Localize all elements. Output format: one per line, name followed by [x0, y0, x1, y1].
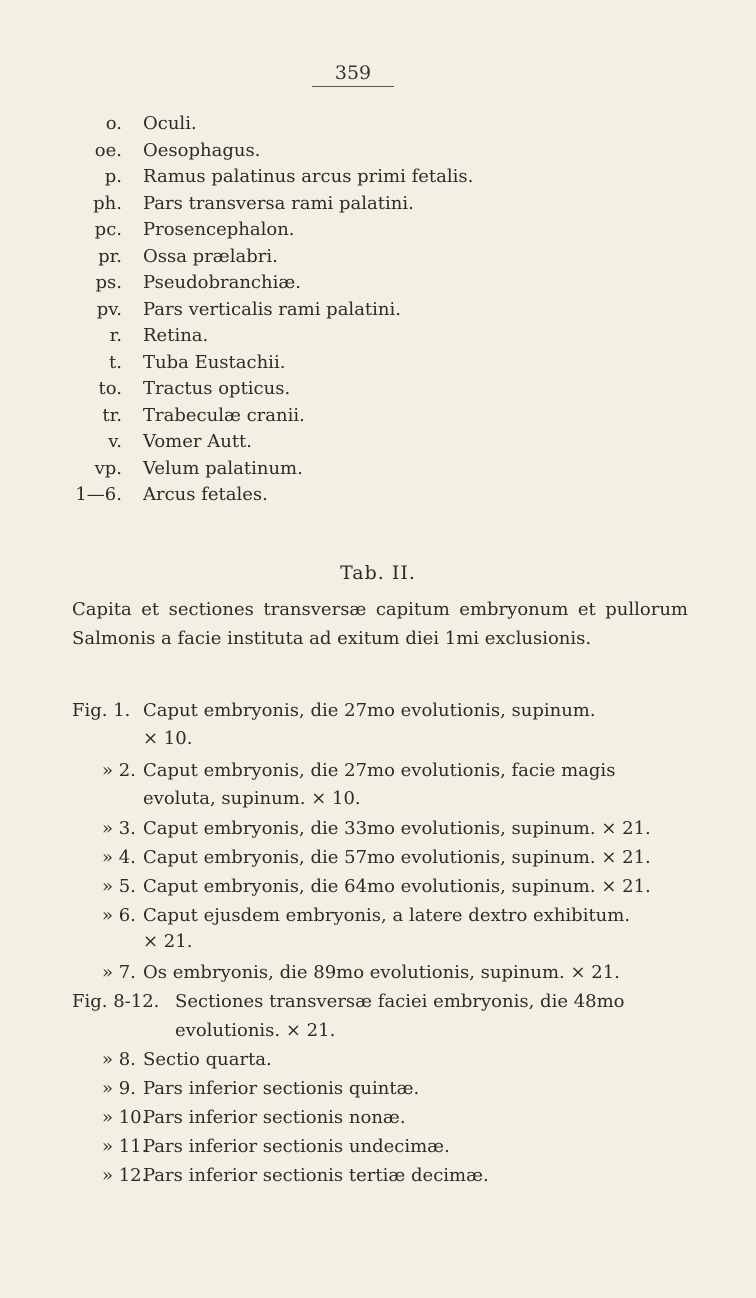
legend-abbr: vp. — [94, 457, 122, 479]
page-number: 359 — [312, 62, 394, 87]
figure-description-cont: × 21. — [143, 931, 193, 952]
figure-description: Sectiones transversæ faciei embryonis, die 48mo — [175, 991, 625, 1012]
figure-label: » 2. — [102, 760, 136, 781]
legend-desc: Pars verticalis rami palatini. — [143, 298, 401, 320]
legend-abbr: ph. — [93, 192, 122, 214]
legend-abbr: 1—6. — [75, 484, 122, 505]
figure-description: Sectio quarta. — [143, 1049, 272, 1070]
figure-description: Pars inferior sectionis tertiæ decimæ. — [143, 1165, 489, 1186]
figure-description: Os embryonis, die 89mo evolutionis, supinum. × 21. — [143, 962, 620, 983]
legend-desc: Retina. — [143, 325, 209, 346]
legend-abbr: o. — [105, 113, 122, 134]
legend-abbr: r. — [109, 325, 122, 346]
legend-desc: Trabeculæ cranii. — [143, 404, 305, 426]
figure-description: Caput embryonis, die 33mo evolutionis, supinum. × 21. — [143, 818, 651, 839]
figure-description: Caput embryonis, die 27mo evolutionis, facie magis — [143, 760, 616, 781]
figure-label: » 6. — [102, 905, 136, 926]
legend-abbr: tr. — [102, 404, 122, 426]
plate-title: Tab. II. — [340, 562, 416, 584]
legend-desc: Ossa prælabri. — [143, 245, 278, 267]
figure-label: » 8. — [102, 1049, 136, 1070]
figure-label: Fig. 8-12. — [72, 991, 160, 1012]
legend-abbr: pv. — [96, 298, 122, 320]
figure-label: » 9. — [102, 1078, 136, 1099]
figure-description-cont: evolutionis. × 21. — [175, 1020, 336, 1041]
legend-desc: Oesophagus. — [143, 139, 261, 161]
figure-label: » 4. — [102, 847, 136, 868]
legend-abbr: v. — [108, 431, 122, 452]
legend-abbr: ps. — [95, 272, 122, 293]
legend-abbr: pr. — [98, 245, 122, 267]
figure-description: Caput embryonis, die 27mo evolutionis, supinum. — [143, 700, 596, 721]
figure-description: Caput embryonis, die 57mo evolutionis, supinum. × 21. — [143, 847, 651, 868]
legend-abbr: p. — [104, 166, 122, 187]
figure-description: Caput ejusdem embryonis, a latere dextro exhibitum. — [143, 905, 631, 926]
legend-desc: Arcus fetales. — [143, 484, 268, 505]
figure-description: Pars inferior sectionis nonæ. — [143, 1107, 406, 1128]
legend-abbr: to. — [98, 378, 122, 399]
legend-desc: Prosencephalon. — [143, 219, 295, 240]
figure-label: Fig. 1. — [72, 700, 131, 721]
figure-description-cont: × 10. — [143, 728, 193, 749]
figure-label: » 12. — [102, 1165, 148, 1186]
legend-desc: Ramus palatinus arcus primi fetalis. — [143, 166, 474, 187]
plate-caption: Capita et sectiones transversæ capitum embryonum et pullorum Salmonis a facie instituta ad exitum diei 1mi exclusionis. — [72, 599, 688, 649]
legend-abbr: oe. — [94, 139, 122, 161]
figure-label: » 3. — [102, 818, 136, 839]
legend-desc: Tuba Eustachii. — [143, 351, 286, 373]
figure-description: Caput embryonis, die 64mo evolutionis, supinum. × 21. — [143, 876, 651, 897]
legend-desc: Pars transversa rami palatini. — [143, 192, 414, 214]
figure-label: » 5. — [102, 876, 136, 897]
legend-abbr: pc. — [94, 219, 122, 240]
figure-label: » 11. — [102, 1136, 148, 1157]
figure-label: » 10. — [102, 1107, 148, 1128]
legend-desc: Pseudobranchiæ. — [143, 272, 301, 293]
legend-desc: Oculi. — [143, 113, 197, 134]
figure-label: » 7. — [102, 962, 136, 983]
figure-description: Pars inferior sectionis undecimæ. — [143, 1136, 450, 1157]
figure-description: Pars inferior sectionis quintæ. — [143, 1078, 420, 1099]
legend-desc: Vomer Autt. — [143, 431, 253, 452]
legend-desc: Tractus opticus. — [143, 378, 291, 399]
legend-desc: Velum palatinum. — [143, 457, 303, 479]
legend-abbr: t. — [109, 351, 122, 373]
figure-description-cont: evoluta, supinum. × 10. — [143, 788, 361, 809]
